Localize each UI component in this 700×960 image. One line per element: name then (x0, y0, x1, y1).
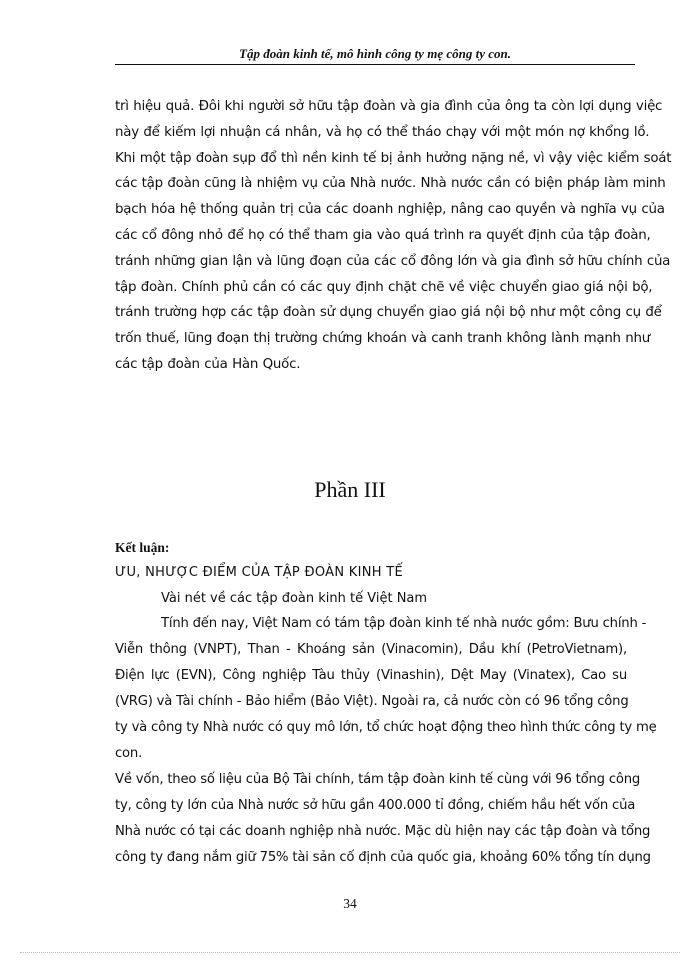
text-line: Viễn thông (VNPT), Than - Khoáng sản (Vinacomin), Dầu khí (PetroVietnam), (115, 642, 627, 657)
text-line: Điện lực (EVN), Công nghiệp Tàu thủy (Vinashin), Dệt May (Vinatex), Cao su (115, 668, 627, 683)
text-line: các tập đoàn của Hàn Quốc. (115, 356, 301, 372)
header-rule (115, 64, 635, 65)
text-line: Khi một tập đoàn sụp đổ thì nền kinh tế bị ảnh hưởng nặng nề, vì vậy việc kiểm soát (115, 150, 672, 166)
text-line: trì hiệu quả. Đôi khi người sở hữu tập đoàn và gia đình của ông ta còn lợi dụng việc (115, 99, 663, 114)
text-line: Tính đến nay, Việt Nam có tám tập đoàn kinh tế nhà nước gồm: Bưu chính - (161, 616, 647, 631)
text-line: bạch hóa hệ thống quản trị của các doanh nghiệp, nâng cao quyền và nghĩa vụ của (115, 202, 665, 218)
conclusion-intro: Vài nét về các tập đoàn kinh tế Việt Nam (161, 591, 428, 606)
text-line: các cổ đông nhỏ để họ có thể tham gia vào quá trình ra quyết định của tập đoàn, (115, 227, 651, 243)
text-line: tránh trường hợp các tập đoàn sử dụng chuyển giao giá nội bộ như một công cụ để (115, 305, 662, 321)
text-line: ty và công ty Nhà nước có quy mô lớn, tổ chức hoạt động theo hình thức công ty mẹ (115, 720, 657, 735)
text-line: ty, công ty lớn của Nhà nước sở hữu gần 400.000 tỉ đồng, chiếm hầu hết vốn của (115, 798, 636, 813)
text-line: các tập đoàn cũng là nhiệm vụ của Nhà nước. Nhà nước cần có biện pháp làm minh (115, 176, 666, 192)
text-line: này để kiếm lợi nhuận cá nhân, và họ có thể tháo chạy với một món nợ khổng lồ. (115, 124, 650, 140)
running-header: Tập đoàn kinh tế, mô hình công ty mẹ công ty con. (239, 46, 511, 61)
text-line: trốn thuế, lũng đoạn thị trường chứng khoán và canh tranh không lành mạnh như (115, 331, 651, 347)
text-line: (VRG) và Tài chính - Bảo hiểm (Bảo Việt). Ngoài ra, cả nước còn có 96 tổng công (115, 694, 629, 709)
body-paragraph-conclusion (115, 611, 657, 871)
text-line: công ty đang nắm giữ 75% tài sản cố định của quốc gia, khoảng 60% tổng tín dụng (115, 850, 651, 865)
page-bottom-border (20, 952, 680, 953)
page-number: 34 (343, 896, 357, 911)
conclusion-heading: ƯU, NHƯỢC ĐIỂM CỦA TẬP ĐOÀN KINH TẾ (115, 565, 404, 580)
body-paragraph-top (115, 94, 672, 378)
text-line: Về vốn, theo số liệu của Bộ Tài chính, tám tập đoàn kinh tế cùng với 96 tổng công (115, 772, 641, 787)
text-line: tránh những gian lận và lũng đoạn của các cổ đông lớn và gia đình sở hữu chính của (115, 253, 671, 269)
text-line: con. (115, 746, 143, 761)
conclusion-label: Kết luận: (115, 540, 170, 555)
text-line: Nhà nước có tại các doanh nghiệp nhà nước. Mặc dù hiện nay các tập đoàn và tổng (115, 824, 651, 839)
section-title: Phần III (314, 477, 386, 502)
text-line: tập đoàn. Chính phủ cần có các quy định chặt chẽ về việc chuyển giao giá nội bộ, (115, 279, 653, 295)
